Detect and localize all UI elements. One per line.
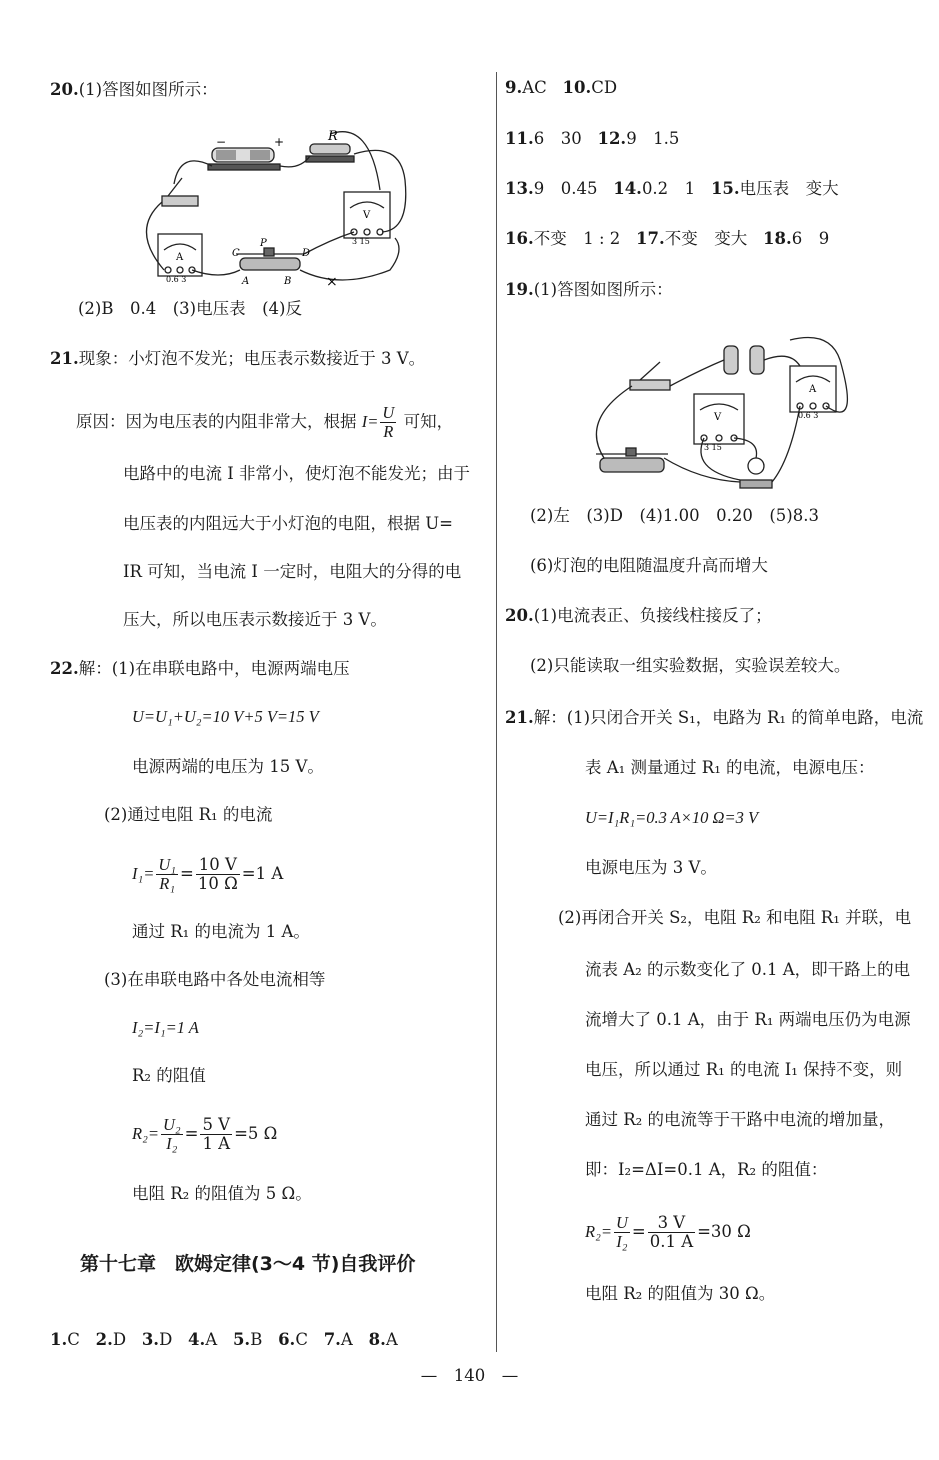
mc-num: 3. [141,1330,160,1349]
right-q21-l10: 即：I₂=ΔI=0.1 A，R₂ 的阻值： [585,1160,828,1179]
mc-answer [324,1330,353,1349]
mc-num: 4. [188,1330,206,1349]
left-q22-l6: 通过 R₁ 的电流为 1 A。 [132,922,310,941]
question-text: 现象：小灯泡不发光；电压表示数接近于 3 V。 [78,349,426,368]
left-q22-l7: (3)在串联电路中各处电流相等 [104,970,326,989]
fraction-den: 0.1 A [649,1232,694,1251]
right-q20-line [505,604,772,628]
fraction-num: 3 V [648,1214,695,1233]
label-plus: + [274,135,285,149]
left-q21-l4: IR 可知，当电流 I 一定时，电阻大的分得的电 [123,562,462,581]
eq-rhs: =5 Ω [234,1124,278,1143]
question-number: 20. [505,606,534,625]
label-a: A [242,276,250,287]
question-number: 20. [50,80,79,99]
left-q21-reason [76,402,453,442]
answer-text: 9 1.5 [626,129,680,148]
right-q21-line [505,706,923,730]
right-q19-ans1: (2)左 (3)D (4)1.00 0.20 (5)8.3 [530,506,819,525]
formula-lhs: I= [361,412,379,431]
voltmeter-scale: 3 15 [704,443,722,452]
left-q22-l9: R₂ 的阻值 [132,1066,206,1085]
left-q22-l3: 电源两端的电压为 15 V。 [132,757,324,776]
label-minus: − [216,135,227,149]
question-number: 21. [50,349,79,368]
eq-fraction-1 [156,856,178,893]
left-q22-l4: (2)通过电阻 R₁ 的电流 [104,805,273,824]
question-number: 22. [50,659,79,678]
right-q21-l4: 电源电压为 3 V。 [585,858,717,877]
label-r: R [328,129,338,144]
left-q22-l11: 电阻 R₂ 的阻值为 5 Ω。 [132,1184,312,1203]
answer-text: 不变 变大 [664,229,748,248]
answer-num: 18. [762,229,792,248]
mc-answer [50,1330,80,1349]
question-text: (1)电流表正、负接线柱接反了； [533,606,772,625]
mc-ans: A [205,1330,218,1349]
answer-num: 12. [597,129,627,148]
answer-text: 0.2 1 [641,179,696,198]
right-q21-l9: 通过 R₂ 的电流等于干路中电流的增加量， [585,1110,896,1129]
right-q21-l12: 电阻 R₂ 的阻值为 30 Ω。 [585,1284,776,1303]
left-q22-line [50,657,350,681]
chapter-title: 第十七章 欧姆定律(3～4 节)自我评价 [80,1253,416,1275]
left-q21-l3: 电压表的内阻远大于小灯泡的电阻，根据 U= [123,514,453,533]
right-q19-ans2: (6)灯泡的电阻随温度升高而增大 [530,556,768,575]
mc-answers-row [50,1328,398,1352]
right-row-1 [505,76,617,100]
fraction-num: U [382,403,395,422]
fraction-num: 5 V [202,1115,231,1134]
right-q21-l6: 流表 A₂ 的示数变化了 0.1 A，即干路上的电 [585,960,911,979]
eq-lhs: R₂= [132,1124,159,1143]
mc-ans: A [385,1330,398,1349]
label-p: P [260,238,267,249]
mc-num: 7. [323,1330,341,1349]
eq-fraction-1 [614,1214,630,1251]
right-q21-l5: (2)再闭合开关 S₂，电阻 R₂ 和电阻 R₁ 并联，电 [558,908,912,927]
right-q21-l7: 流增大了 0.1 A，由于 R₁ 两端电压仍为电源 [585,1010,911,1029]
circuit-figure-1 [120,120,410,300]
question-number: 19. [505,280,534,299]
reason-text-post: 可知， [403,412,454,431]
circuit-figure-2 [590,330,870,500]
question-text: (1)答图如图所示： [78,80,218,99]
mc-num: 8. [368,1330,386,1349]
answer-num: 16. [505,229,534,248]
question-number: 21. [505,708,534,727]
fraction-den: R [383,422,394,441]
question-text: (1)答图如图所示： [533,280,673,299]
mc-ans: C [67,1330,80,1349]
mc-ans: C [295,1330,308,1349]
mc-ans: B [250,1330,263,1349]
eq-fraction-2 [200,1116,232,1153]
right-row-3 [505,177,839,201]
fraction-den: I₂ [616,1232,628,1251]
left-q22-eq2: I₁= $\frac{\text{U₁}}{\text{R₁}}$ = $\frac{10 V}{10 \Omega}$ =1 A [132,855,284,893]
fraction-den: 10 Ω [197,874,238,893]
label-x: × [326,274,338,290]
question-text: 解：(1)在串联电路中，电源两端电压 [78,659,350,678]
reason-text: 原因：因为电压表的内阻非常大，根据 [76,412,357,431]
mc-answer [96,1330,126,1349]
answer-text: CD [591,78,618,97]
left-q21-line [50,347,425,371]
eq-rhs: =30 Ω [697,1222,751,1241]
mc-num: 2. [95,1330,113,1349]
answer-text: 电压表 变大 [739,179,839,198]
ammeter-scale: 0.6 3 [798,411,819,420]
eq-lhs: R₂= [585,1222,612,1241]
left-q21-l2: 电路中的电流 I 非常小，使灯泡不能发光；由于 [123,464,471,483]
right-row-2 [505,127,679,151]
ammeter-scale: 0.6 3 [166,275,187,284]
column-divider [496,72,497,1352]
voltmeter-label: V [363,210,371,221]
ammeter-label: A [176,252,184,263]
fraction-num: U₁ [158,855,177,874]
mc-num: 6. [278,1330,296,1349]
mc-answer [278,1330,308,1349]
left-q20-answers: (2)B 0.4 (3)电压表 (4)反 [78,299,302,318]
label-b: B [284,276,292,287]
answer-num: 15. [710,179,740,198]
left-q22-eq4: R₂= $\frac{\text{U₂}}{\text{I₂}}$ = $\frac{5 V}{1 A}$ =5 Ω [132,1115,278,1153]
fraction-den: 1 A [202,1134,231,1153]
eq-lhs: I₁= [132,864,155,883]
mc-answer [233,1330,262,1349]
fraction-num: 10 V [196,856,240,875]
left-q20-line [50,78,218,102]
mc-ans: A [340,1330,353,1349]
answer-num: 10. [562,78,592,97]
answer-num: 14. [613,179,642,198]
answer-num: 11. [505,129,534,148]
right-q21-eq1: U=I₁R₁=0.3 A×10 Ω=3 V [585,808,759,827]
eq-rhs: =1 A [241,864,284,883]
fraction-num: U₂ [162,1115,181,1134]
mc-answer [369,1330,398,1349]
fraction-den: R₁ [159,874,176,893]
right-q21-l8: 电压，所以通过 R₁ 的电流 I₁ 保持不变，则 [585,1060,903,1079]
mc-answer [188,1330,217,1349]
ammeter-label: A [809,384,817,395]
right-row-4 [505,227,829,251]
answer-text: AC [522,78,547,97]
answer-text: 6 9 [791,229,830,248]
page-number: — 140 — [420,1366,519,1385]
label-d: D [302,248,311,259]
eq-fraction-2 [196,856,240,893]
right-q21-l2: 表 A₁ 测量通过 R₁ 的电流，电源电压： [585,758,875,777]
answer-num: 9. [505,78,523,97]
left-q22-eq3: I₂=I₁=1 A [132,1018,199,1037]
mc-ans: D [159,1330,173,1349]
left-q21-l5: 压大，所以电压表示数接近于 3 V。 [123,610,387,629]
right-q21-eq2: R₂= $\frac{U}{\text{I₂}}$ = $\frac{3 V}{0.1 A}$ =30 Ω [585,1213,751,1251]
mc-ans: D [112,1330,127,1349]
answer-num: 13. [505,179,534,198]
label-c: C [232,248,240,259]
right-q20-l2: (2)只能读取一组实验数据，实验误差较大。 [530,656,851,675]
mc-num: 5. [232,1330,251,1349]
eq-fraction-1 [161,1116,183,1153]
question-text: 解：(1)只闭合开关 S₁，电路为 R₁ 的简单电路，电流 [533,708,924,727]
mc-answer [142,1330,172,1349]
fraction-num: U [615,1213,628,1232]
right-q19-line [505,278,673,302]
answer-text: 不变 1 : 2 [533,229,621,248]
eq-fraction-2 [648,1214,695,1251]
left-q22-eq1: U=U₁+U₂=10 V+5 V=15 V [132,707,319,726]
answer-num: 17. [636,229,665,248]
voltmeter-label: V [714,412,722,423]
voltmeter-scale: 3 15 [352,237,370,246]
mc-num: 1. [50,1330,68,1349]
fraction-den: I₂ [166,1134,178,1153]
answer-text: 6 30 [533,129,582,148]
formula-fraction [380,404,396,441]
answer-text: 9 0.45 [533,179,598,198]
